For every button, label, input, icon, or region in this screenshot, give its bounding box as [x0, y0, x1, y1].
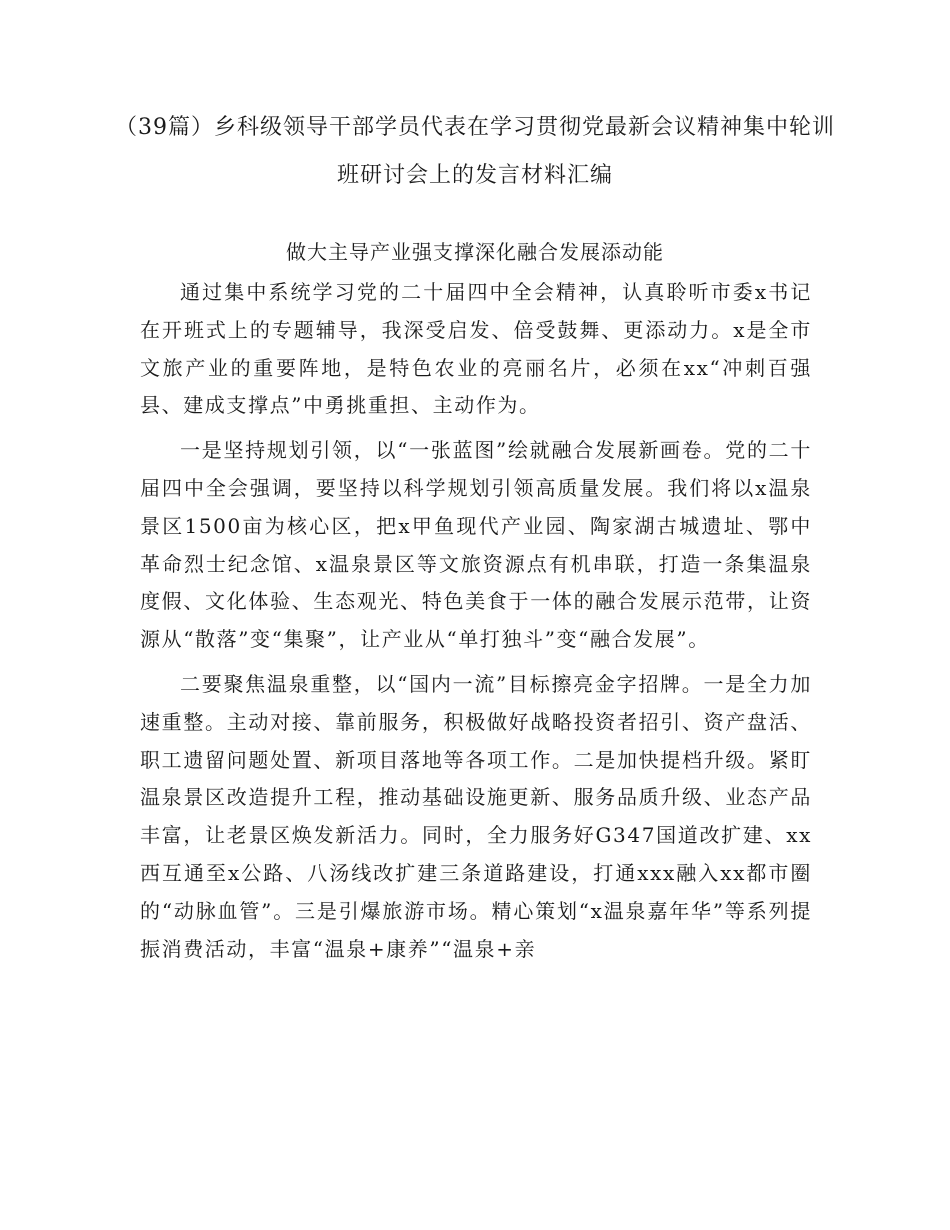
paragraph-intro: 通过集中系统学习党的二十届四中全会精神，认真聆听市委x书记在开班式上的专题辅导，我深受启发、倍受鼓舞、更添动力。x是全市文旅产业的重要阵地，是特色农业的亮丽名片，必须在xx“冲刺百强县、建成支撑点”中勇挑重担、主动作为。: [140, 280, 812, 418]
body-text: [140, 274, 812, 968]
document-title: （39篇）乡科级领导干部学员代表在学习贯彻党最新会议精神集中轮训班研讨会上的发言材料汇编: [115, 115, 835, 188]
paragraph-planning: 一是坚持规划引领，以“一张蓝图”绘就融合发展新画卷。党的二十届四中全会强调，要坚持以科学规划引领高质量发展。我们将以x温泉景区1500亩为核心区，把x甲鱼现代产业园、陶家湖古城遗址、鄂中革命烈士纪念馆、x温泉景区等文旅资源点有机串联，打造一条集温泉度假、文化体验、生态观光、特色美食于一体的融合发展示范带，让资源从“散落”变“集聚”，让产业从“单打独斗”变“融合发展”。: [140, 438, 812, 652]
section-title: 做大主导产业强支撑深化融合发展添动能: [286, 240, 664, 264]
paragraph-hot-spring: 二要聚焦温泉重整，以“国内一流”目标擦亮金字招牌。一是全力加速重整。主动对接、靠前服务，积极做好战略投资者招引、资产盘活、职工遗留问题处置、新项目落地等各项工作。二是加快提档升级。紧盯温泉景区改造提升工程，推动基础设施更新、服务品质升级、业态产品丰富，让老景区焕发新活力。同时，全力服务好G347国道改扩建、xx西互通至x公路、八汤线改扩建三条道路建设，打通xxx融入xx都市圈的“动脉血管”。三是引爆旅游市场。精心策划“x温泉嘉年华”等系列提振消费活动，丰富“温泉+康养”“温泉+亲: [140, 671, 812, 961]
